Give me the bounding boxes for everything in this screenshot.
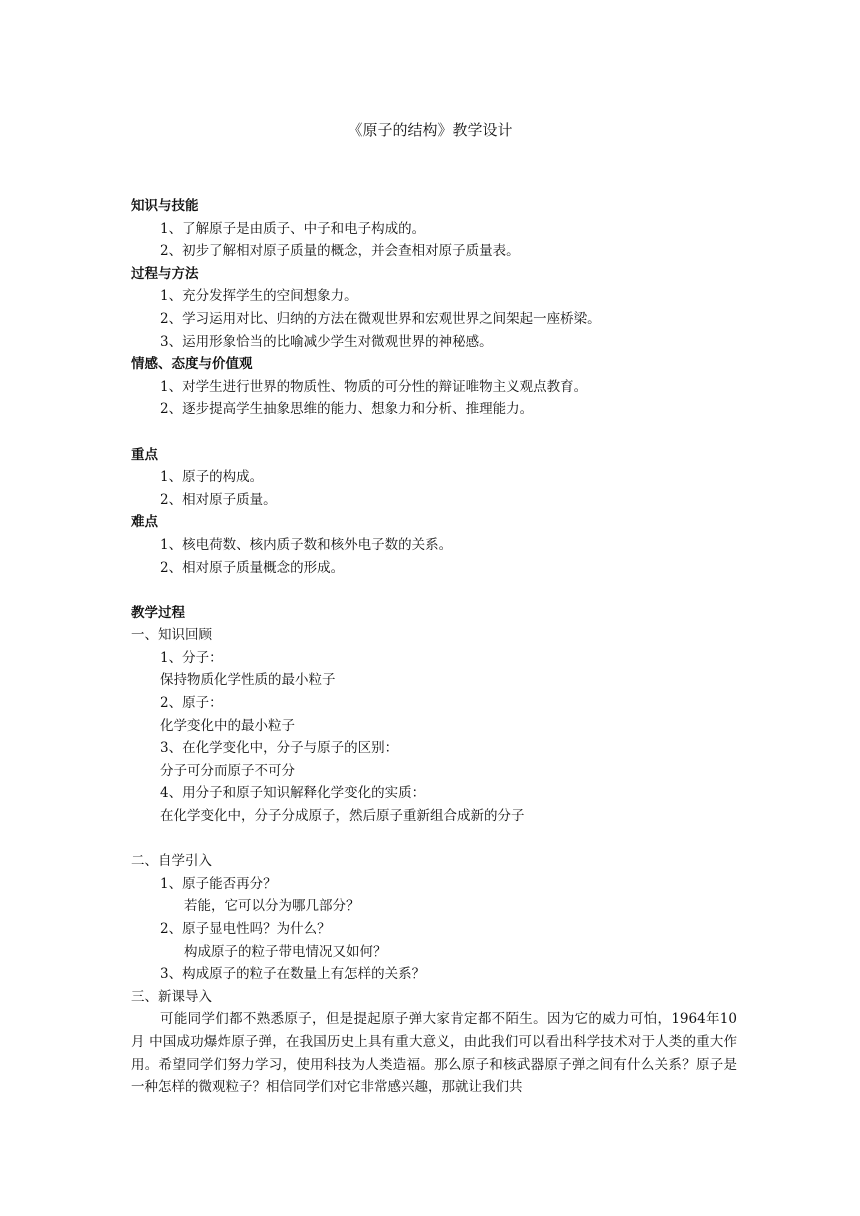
heading-difficulties: 难点 <box>131 514 158 531</box>
review-line: 在化学变化中，分子分成原子，然后原子重新组合成新的分子 <box>160 808 525 825</box>
key-point-item: 1、原子的构成。 <box>160 469 264 486</box>
document-body <box>131 195 737 1099</box>
heading-key-points: 重点 <box>131 446 158 463</box>
self-study-subquestion: 若能，它可以分为哪几部分？ <box>184 898 360 915</box>
emotion-item: 2、逐步提高学生抽象思维的能力、想象力和分析、推理能力。 <box>160 401 534 418</box>
knowledge-item: 2、初步了解相对原子质量的概念，并会查相对原子质量表。 <box>160 243 520 260</box>
review-line: 2、原子： <box>160 695 223 712</box>
review-line: 3、在化学变化中，分子与原子的区别： <box>160 740 399 757</box>
difficulty-item: 1、核电荷数、核内质子数和核外电子数的关系。 <box>160 536 453 553</box>
review-line: 化学变化中的最小粒子 <box>160 717 295 734</box>
section-intro-title: 三、新课导入 <box>131 988 212 1005</box>
heading-emotion-values: 情感、态度与价值观 <box>131 356 253 373</box>
process-item: 2、学习运用对比、归纳的方法在微观世界和宏观世界之间架起一座桥梁。 <box>160 310 601 327</box>
section-self-study-title: 二、自学引入 <box>131 853 212 870</box>
review-line: 1、分子： <box>160 649 223 666</box>
spacer <box>131 828 737 851</box>
process-item: 1、充分发挥学生的空间想象力。 <box>160 288 358 305</box>
emotion-item: 1、对学生进行世界的物质性、物质的可分性的辩证唯物主义观点教育。 <box>160 378 588 395</box>
section-review-title: 一、知识回顾 <box>131 627 212 644</box>
self-study-subquestion: 构成原子的粒子带电情况又如何？ <box>184 943 387 960</box>
spacer <box>131 579 737 602</box>
key-point-item: 2、相对原子质量。 <box>160 491 277 508</box>
knowledge-item: 1、了解原子是由质子、中子和电子构成的。 <box>160 220 426 237</box>
intro-paragraph: 可能同学们都不熟悉原子，但是提起原子弹大家肯定都不陌生。因为它的威力可怕，1964年10月 中国成功爆炸原子弹，在我国历史上具有重大意义，由此我们可以看出科学技术对于人类的重大作用。希望同学们努力学习，使用科技为人类造福。那么原子和核武器原子弹之间有什么关系？原子是一种怎样的微观粒子？相信同学们对它非常感兴趣，那就让我们共 <box>131 1011 737 1096</box>
process-item: 3、运用形象恰当的比喻减少学生对微观世界的神秘感。 <box>160 333 493 350</box>
difficulty-item: 2、相对原子质量概念的形成。 <box>160 559 345 576</box>
review-line: 4、用分子和原子知识解释化学变化的实质： <box>160 785 426 802</box>
document-title: 《原子的结构》教学设计 <box>347 121 513 139</box>
review-line: 保持物质化学性质的最小粒子 <box>160 672 336 689</box>
self-study-question: 3、构成原子的粒子在数量上有怎样的关系？ <box>160 966 426 983</box>
heading-knowledge-skills: 知识与技能 <box>131 198 199 214</box>
heading-process-methods: 过程与方法 <box>131 265 199 282</box>
spacer <box>131 421 737 444</box>
review-line: 分子可分而原子不可分 <box>160 762 295 779</box>
self-study-question: 2、原子显电性吗？为什么？ <box>160 921 331 937</box>
self-study-question: 1、原子能否再分？ <box>160 875 277 892</box>
heading-teaching-process: 教学过程 <box>131 604 185 621</box>
